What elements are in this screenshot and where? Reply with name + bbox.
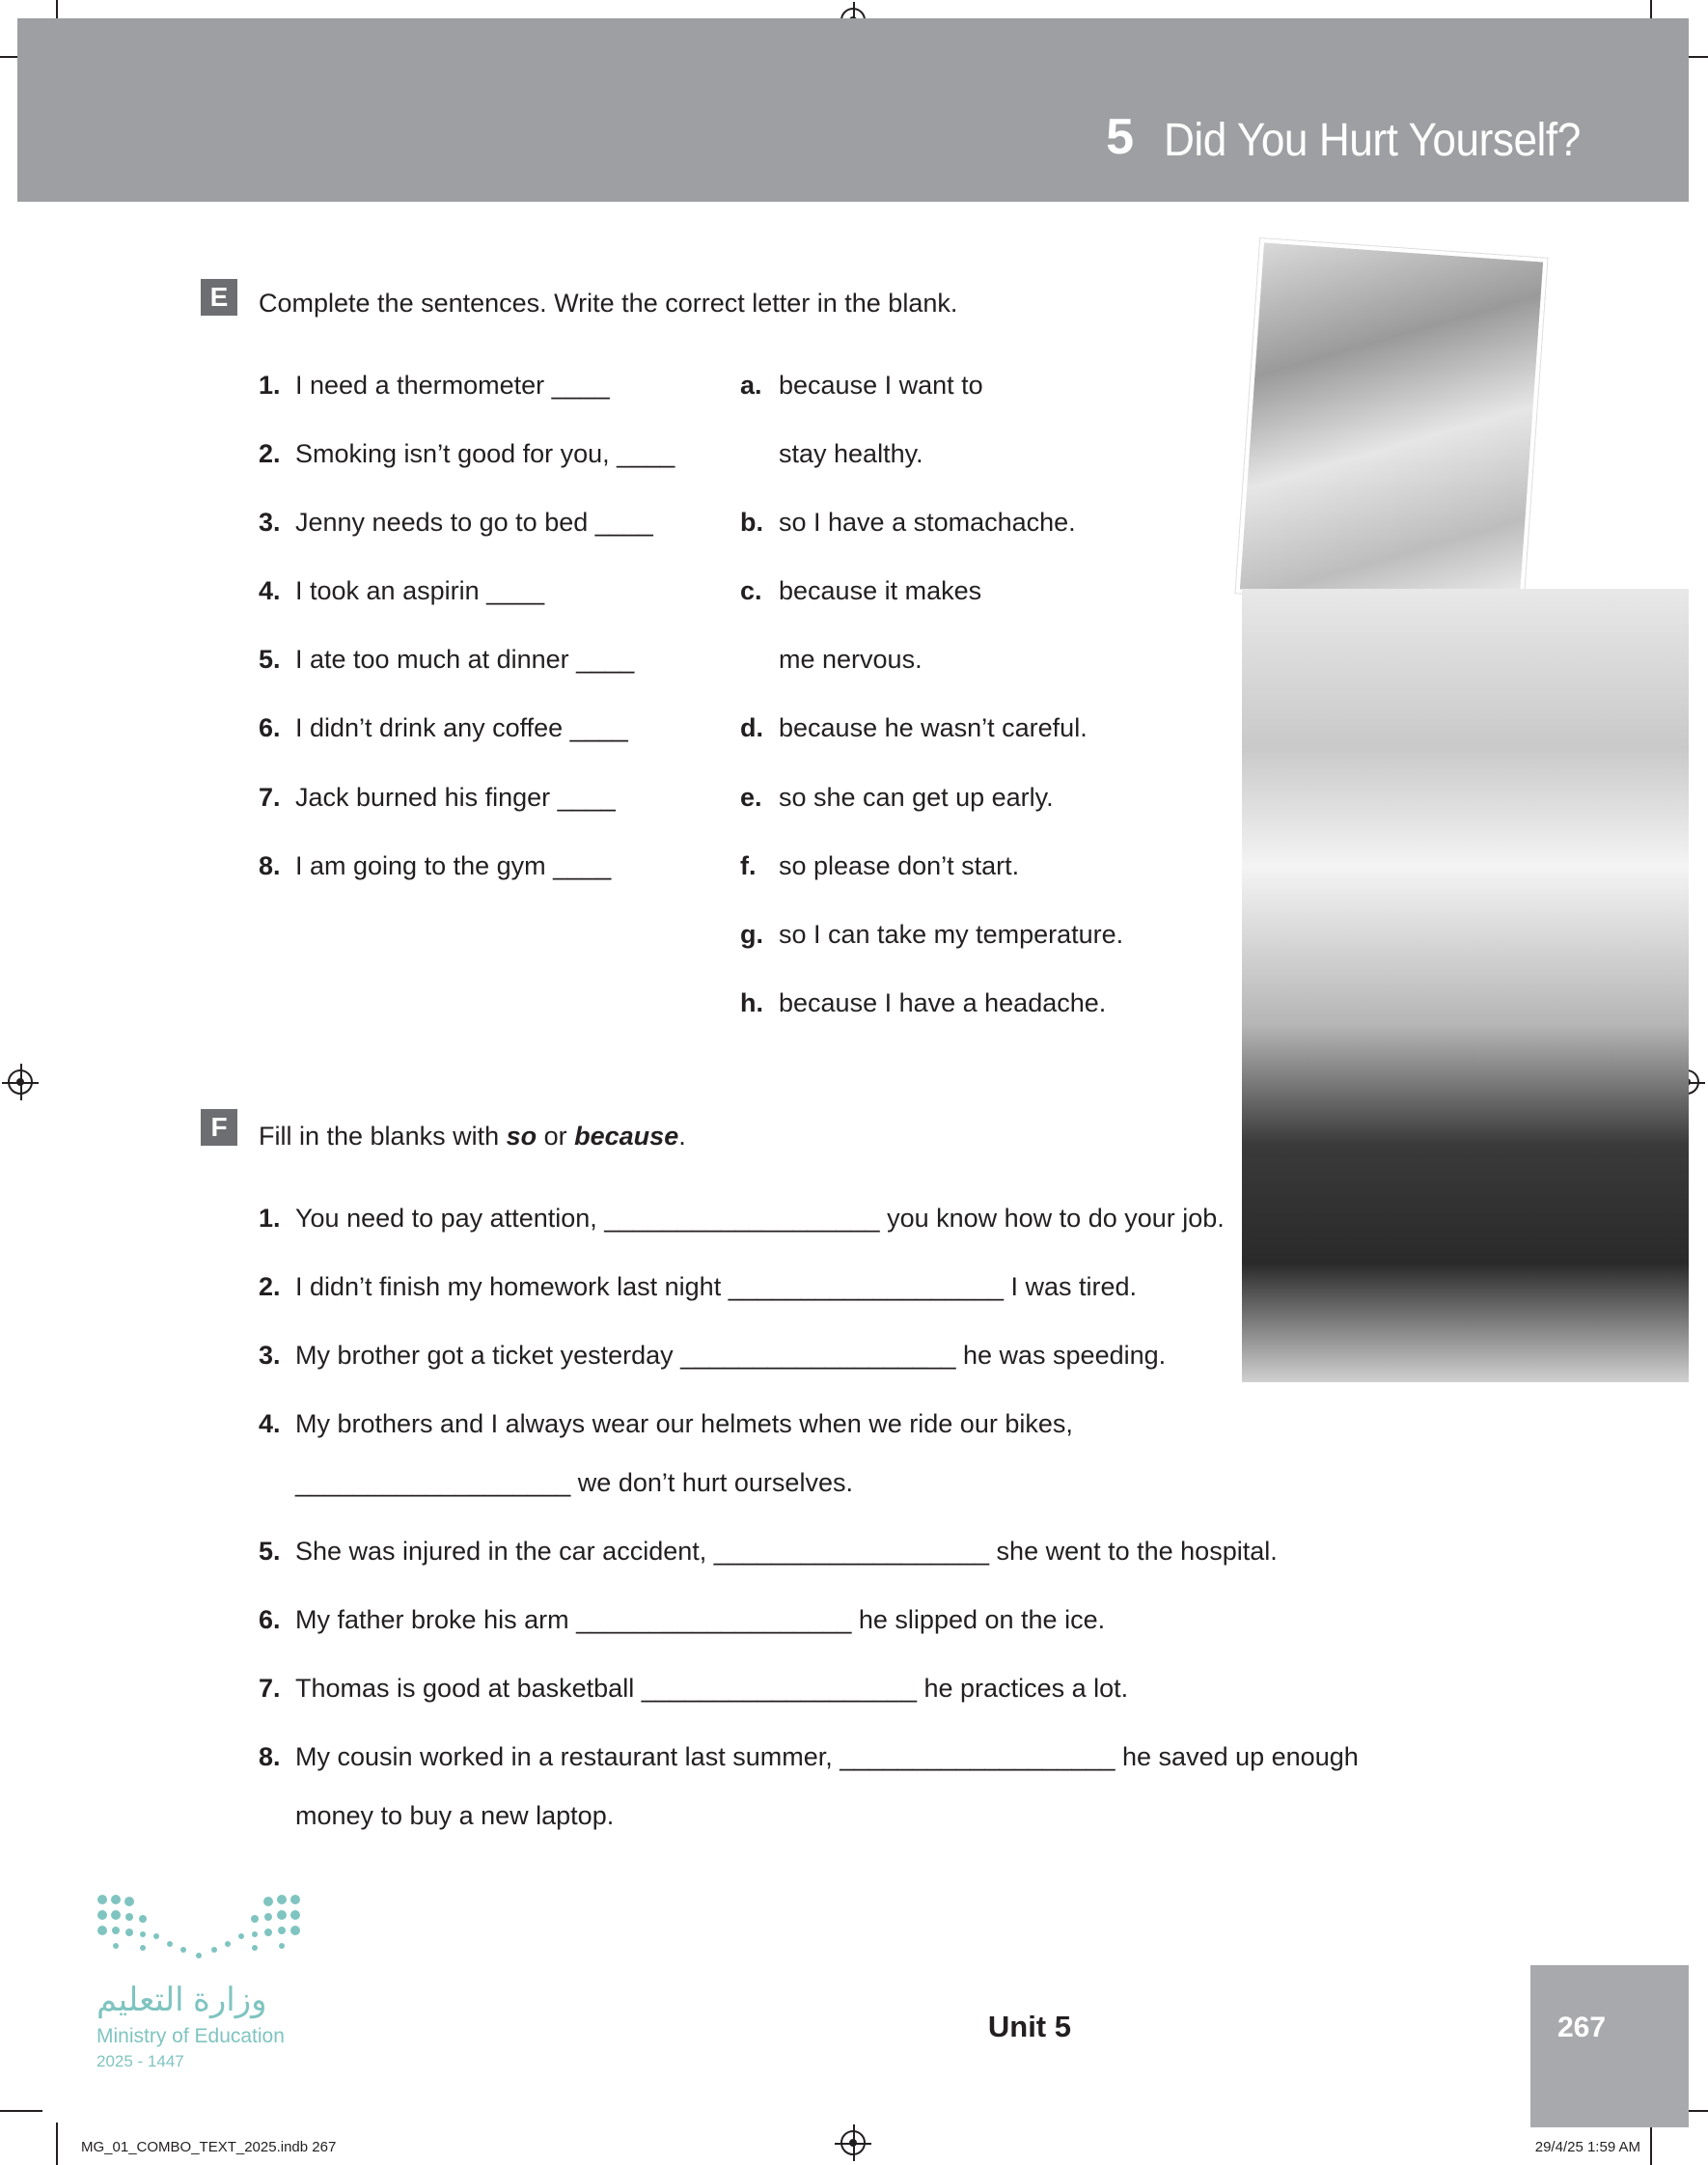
print-timestamp: 29/4/25 1:59 AM [1534, 2139, 1640, 2155]
header-bar [17, 18, 1689, 202]
list-item: 1. I need a thermometer ____ [259, 371, 610, 400]
section-e-instruction: Complete the sentences. Write the correct letter in the blank. [259, 289, 958, 318]
list-item: f. so please don’t start. [740, 851, 1020, 880]
section-e-badge: E [201, 279, 237, 316]
registration-mark-icon [840, 2130, 866, 2155]
ministry-name-english: Ministry of Education [96, 2025, 285, 2047]
list-item: b. so I have a stomachache. [740, 508, 1076, 537]
list-item: 1. You need to pay attention, ___________________ you know how to do your job. [259, 1204, 1225, 1233]
crop-mark [0, 2110, 42, 2112]
list-item: 6. My father broke his arm ___________________ he slipped on the ice. [259, 1605, 1106, 1634]
list-item: e. so she can get up early. [740, 783, 1054, 812]
list-item: c. because it makes [740, 576, 982, 605]
list-item: g. so I can take my temperature. [740, 920, 1124, 949]
list-item: 5. I ate too much at dinner ____ [259, 645, 635, 674]
list-item: 3. My brother got a ticket yesterday ___________________ he was speeding. [259, 1341, 1167, 1370]
list-item: 2. Smoking isn’t good for you, ____ [259, 439, 675, 468]
ministry-name-arabic: وزارة التعليم [96, 1982, 267, 2018]
list-item: a. because I want to [740, 371, 983, 400]
page-number-box [1530, 1965, 1689, 2127]
list-item: 7. Thomas is good at basketball ___________________ he practices a lot. [259, 1674, 1129, 1703]
file-info: MG_01_COMBO_TEXT_2025.indb 267 [81, 2139, 337, 2155]
ministry-logo-icon [93, 1890, 315, 1983]
list-item: h. because I have a headache. [740, 988, 1107, 1017]
gym-exercise-photo [1242, 589, 1689, 1382]
list-item: stay healthy. [779, 439, 923, 468]
list-item: me nervous. [779, 645, 923, 674]
crop-mark [1650, 2123, 1652, 2165]
page-number: 267 [1557, 2012, 1607, 2043]
sick-boy-photo [1236, 238, 1548, 613]
ministry-year: 2025 - 1447 [96, 2052, 184, 2070]
list-item: 6. I didn’t drink any coffee ____ [259, 713, 628, 742]
list-item: money to buy a new laptop. [295, 1801, 615, 1830]
list-item: 7. Jack burned his finger ____ [259, 783, 616, 812]
list-item: 3. Jenny needs to go to bed ____ [259, 508, 653, 537]
list-item: ___________________ we don’t hurt ourselves. [295, 1468, 853, 1497]
list-item: 8. I am going to the gym ____ [259, 851, 612, 880]
list-item: 2. I didn’t finish my homework last night ___________________ I was tired. [259, 1272, 1138, 1301]
registration-mark-icon [8, 1069, 33, 1095]
section-f-badge: F [201, 1109, 237, 1146]
list-item: 4. My brothers and I always wear our helmets when we ride our bikes, [259, 1409, 1073, 1438]
list-item: 4. I took an aspirin ____ [259, 576, 545, 605]
section-f-instruction: Fill in the blanks with so or because. [259, 1122, 686, 1151]
unit-title: Did You Hurt Yourself? [1164, 115, 1581, 166]
list-item: 8. My cousin worked in a restaurant last summer, ___________________ he saved up enough [259, 1742, 1359, 1771]
list-item: d. because he wasn’t careful. [740, 713, 1088, 742]
crop-mark [56, 2123, 58, 2165]
unit-number: 5 [1106, 109, 1134, 165]
unit-label: Unit 5 [987, 2010, 1071, 2043]
list-item: 5. She was injured in the car accident, ___________________ she went to the hospital. [259, 1537, 1278, 1566]
